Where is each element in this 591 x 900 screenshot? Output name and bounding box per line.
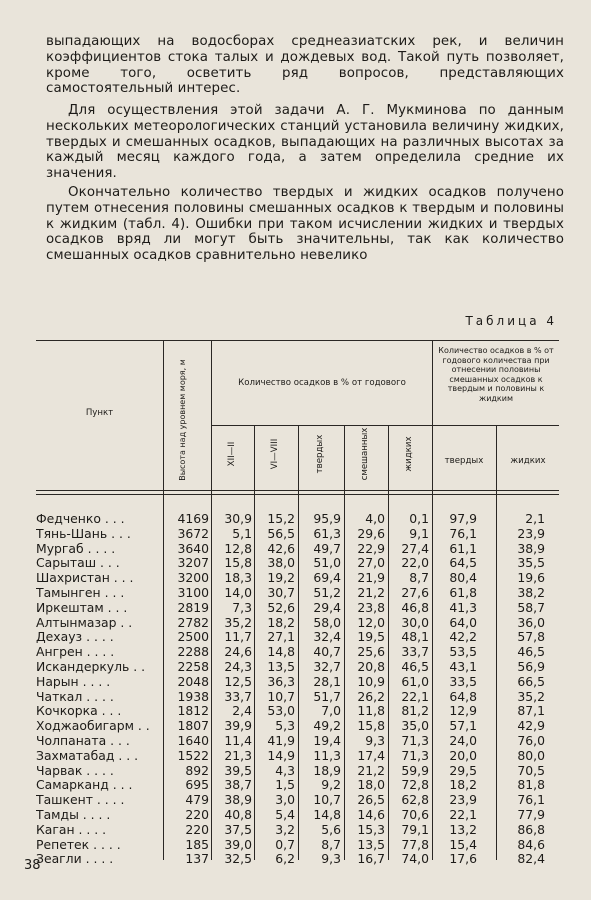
station-name: Сарыташ . . .: [36, 556, 120, 571]
cell-c4: 27,0: [357, 555, 385, 571]
cell-c1: 33,7: [224, 688, 252, 704]
cell-alt: 3672: [177, 525, 209, 541]
cell-c5: 48,1: [401, 629, 429, 645]
table-row: [36, 704, 559, 719]
cell-alt: 1812: [177, 703, 209, 719]
cell-c4: 29,6: [357, 525, 385, 541]
cell-alt: 695: [185, 777, 209, 793]
cell-c2: 52,6: [267, 599, 295, 615]
cell-c1: 18,3: [224, 570, 252, 586]
cell-c2: 3,2: [275, 821, 295, 837]
table-row: [36, 660, 559, 675]
station-name: Ангрен . . . .: [36, 645, 115, 660]
cell-alt: 892: [185, 762, 209, 778]
cell-c1: 30,9: [224, 511, 252, 526]
header-group-percent: Количество осадков в % от годового: [238, 378, 406, 388]
cell-c4: 4,0: [365, 511, 385, 526]
station-name: Иркештам . . .: [36, 600, 128, 615]
cell-c6: 23,9: [449, 792, 477, 808]
cell-c2: 5,3: [275, 718, 295, 734]
header-solid: твердых: [315, 434, 325, 474]
cell-c2: 53,0: [267, 703, 295, 719]
table-row: [36, 808, 559, 823]
cell-c4: 13,5: [357, 836, 385, 852]
table-row: [36, 512, 559, 527]
cell-c6: 61,8: [449, 584, 477, 600]
cell-c2: 27,1: [267, 629, 295, 645]
cell-alt: 3100: [177, 584, 209, 600]
cell-c5: 22,1: [401, 688, 429, 704]
cell-c3: 32,4: [313, 629, 341, 645]
cell-c6: 76,1: [449, 525, 477, 541]
table-row: [36, 690, 559, 705]
cell-c4: 17,4: [357, 747, 385, 763]
cell-c3: 11,3: [313, 747, 341, 763]
cell-c2: 0,7: [275, 836, 295, 852]
cell-c4: 15,3: [357, 821, 385, 837]
station-name: Тянь-Шань . . .: [36, 526, 131, 541]
cell-c6: 24,0: [449, 732, 477, 748]
cell-c6: 17,6: [449, 851, 477, 867]
station-name: Зеагли . . . .: [36, 852, 114, 867]
cell-c7: 66,5: [517, 673, 545, 689]
table-row: [36, 749, 559, 764]
cell-c3: 18,9: [313, 762, 341, 778]
cell-c2: 10,7: [267, 688, 295, 704]
cell-c5: 77,8: [401, 836, 429, 852]
precipitation-table: [36, 340, 559, 867]
cell-c7: 56,9: [517, 658, 545, 674]
cell-c5: 71,3: [401, 747, 429, 763]
cell-c2: 15,2: [267, 511, 295, 526]
cell-c7: 58,7: [517, 599, 545, 615]
cell-c4: 19,5: [357, 629, 385, 645]
station-name: Захматабад . . .: [36, 748, 139, 763]
cell-c1: 39,0: [224, 836, 252, 852]
cell-c2: 13,5: [267, 658, 295, 674]
cell-c4: 21,2: [357, 762, 385, 778]
cell-alt: 2288: [177, 644, 209, 660]
station-name: Самарканд . . .: [36, 778, 133, 793]
cell-c5: 74,0: [401, 851, 429, 867]
station-name: Федченко . . .: [36, 512, 125, 526]
cell-c4: 9,3: [365, 732, 385, 748]
cell-c4: 15,8: [357, 718, 385, 734]
cell-c3: 29,4: [313, 599, 341, 615]
table-row: [36, 645, 559, 660]
cell-c4: 16,7: [357, 851, 385, 867]
cell-c1: 40,8: [224, 806, 252, 822]
station-name: Чарвак . . . .: [36, 763, 114, 778]
cell-c6: 13,2: [449, 821, 477, 837]
cell-c5: 8,7: [409, 570, 429, 586]
cell-c6: 64,5: [449, 555, 477, 571]
cell-c2: 56,5: [267, 525, 295, 541]
cell-alt: 185: [185, 836, 209, 852]
cell-c5: 72,8: [401, 777, 429, 793]
cell-c6: 12,9: [449, 703, 477, 719]
station-name: Мургаб . . . .: [36, 541, 116, 556]
cell-alt: 479: [185, 792, 209, 808]
cell-c1: 39,5: [224, 762, 252, 778]
cell-c2: 42,6: [267, 540, 295, 556]
table-row: [36, 823, 559, 838]
cell-c4: 12,0: [357, 614, 385, 630]
station-name: Тамынген . . .: [36, 585, 125, 600]
station-name: Чолпаната . . .: [36, 733, 130, 748]
cell-c5: 0,1: [409, 511, 429, 526]
table-row: [36, 601, 559, 616]
cell-c4: 18,0: [357, 777, 385, 793]
station-name: Ташкент . . . .: [36, 793, 125, 808]
cell-c5: 70,6: [401, 806, 429, 822]
cell-c2: 41,9: [267, 732, 295, 748]
station-name: Ходжаобигарм . .: [36, 719, 150, 734]
paragraph-1: выпадающих на водосборах среднеазиатских рек, и величин коэффициентов стока талых и дождевых вод. Такой путь позволяет, кроме того, осветить ряд вопросов, представляющих самостоятельный интерес.: [46, 34, 564, 97]
cell-c1: 39,9: [224, 718, 252, 734]
table-row: [36, 616, 559, 631]
cell-c3: 8,7: [321, 836, 341, 852]
cell-c1: 35,2: [224, 614, 252, 630]
cell-c6: 53,5: [449, 644, 477, 660]
cell-c3: 49,2: [313, 718, 341, 734]
header-liquid: жидких: [404, 436, 414, 472]
cell-c2: 14,9: [267, 747, 295, 763]
cell-c3: 5,6: [321, 821, 341, 837]
cell-c5: 27,6: [401, 584, 429, 600]
table-row: [36, 764, 559, 779]
cell-c1: 11,4: [224, 732, 252, 748]
cell-c2: 6,2: [275, 851, 295, 867]
table-row: [36, 675, 559, 690]
table-row: [36, 778, 559, 793]
table-row: [36, 793, 559, 808]
cell-c3: 61,3: [313, 525, 341, 541]
cell-alt: 3640: [177, 540, 209, 556]
cell-c3: 10,7: [313, 792, 341, 808]
cell-c1: 7,3: [232, 599, 252, 615]
cell-c1: 12,8: [224, 540, 252, 556]
cell-c5: 9,1: [409, 525, 429, 541]
cell-c4: 25,6: [357, 644, 385, 660]
cell-c3: 40,7: [313, 644, 341, 660]
cell-c2: 5,4: [275, 806, 295, 822]
cell-c6: 64,0: [449, 614, 477, 630]
table-row: [36, 586, 559, 601]
table-row: [36, 852, 559, 867]
cell-c1: 32,5: [224, 851, 252, 867]
cell-c7: 35,2: [517, 688, 545, 704]
cell-alt: 1938: [177, 688, 209, 704]
table-row: [36, 734, 559, 749]
cell-alt: 1807: [177, 718, 209, 734]
cell-c6: 43,1: [449, 658, 477, 674]
cell-c1: 24,6: [224, 644, 252, 660]
cell-c6: 33,5: [449, 673, 477, 689]
cell-c7: 70,5: [517, 762, 545, 778]
cell-c5: 46,5: [401, 658, 429, 674]
header-point: Пункт: [85, 408, 114, 418]
cell-c2: 18,2: [267, 614, 295, 630]
table-row: [36, 571, 559, 586]
paragraph-2: Для осуществления этой задачи А. Г. Мукминова по данным нескольких метеорологических станций установила величину жидких, твердых и смешанных осадков, выпадающих на различных высотах за каждый месяц каждого года, а затем определила средние их значения.: [46, 103, 564, 182]
cell-c7: 87,1: [517, 703, 545, 719]
header-altitude: Высота над уровнем моря, м: [178, 359, 187, 481]
cell-c3: 32,7: [313, 658, 341, 674]
cell-alt: 4169: [177, 511, 209, 526]
table-row: [36, 838, 559, 853]
cell-c7: 36,0: [517, 614, 545, 630]
header-group-adjusted: Количество осадков в % от годового количества при отнесении половины смешанных осадков к твердым и половины к жидким: [438, 346, 554, 403]
cell-c7: 19,6: [517, 570, 545, 586]
cell-c7: 86,8: [517, 821, 545, 837]
station-name: Нарын . . . .: [36, 674, 111, 689]
subheader-rule: [211, 425, 559, 426]
cell-c3: 49,7: [313, 540, 341, 556]
cell-c1: 14,0: [224, 584, 252, 600]
station-name: Дехауз . . . .: [36, 630, 114, 645]
cell-c3: 51,2: [313, 584, 341, 600]
cell-c1: 37,5: [224, 821, 252, 837]
cell-c5: 62,8: [401, 792, 429, 808]
cell-c6: 15,4: [449, 836, 477, 852]
cell-c5: 71,3: [401, 732, 429, 748]
cell-c6: 97,9: [449, 511, 477, 526]
cell-c6: 29,5: [449, 762, 477, 778]
cell-c3: 14,8: [313, 806, 341, 822]
table-row: [36, 630, 559, 645]
header-mixed: смешанных: [360, 427, 370, 481]
cell-c4: 23,8: [357, 599, 385, 615]
cell-c5: 81,2: [401, 703, 429, 719]
cell-alt: 220: [185, 806, 209, 822]
station-name: Шахристан . . .: [36, 571, 134, 586]
cell-c7: 76,1: [517, 792, 545, 808]
cell-c3: 19,4: [313, 732, 341, 748]
cell-alt: 1640: [177, 732, 209, 748]
cell-c1: 5,1: [232, 525, 252, 541]
cell-c7: 46,5: [517, 644, 545, 660]
table-row: [36, 719, 559, 734]
cell-c5: 22,0: [401, 555, 429, 571]
cell-c2: 3,0: [275, 792, 295, 808]
cell-c1: 21,3: [224, 747, 252, 763]
cell-c2: 1,5: [275, 777, 295, 793]
cell-c4: 20,8: [357, 658, 385, 674]
cell-c6: 80,4: [449, 570, 477, 586]
header-vi-viii: VI—VIII: [270, 438, 280, 470]
cell-c3: 9,2: [321, 777, 341, 793]
station-name: Чаткал . . . .: [36, 689, 114, 704]
cell-c3: 51,7: [313, 688, 341, 704]
cell-c4: 14,6: [357, 806, 385, 822]
station-name: Репетек . . . .: [36, 837, 121, 852]
cell-c6: 18,2: [449, 777, 477, 793]
table-row: [36, 556, 559, 571]
cell-c5: 59,9: [401, 762, 429, 778]
cell-c1: 2,4: [232, 703, 252, 719]
cell-c2: 36,3: [267, 673, 295, 689]
cell-c7: 35,5: [517, 555, 545, 571]
cell-c4: 26,5: [357, 792, 385, 808]
cell-alt: 2048: [177, 673, 209, 689]
cell-c7: 23,9: [517, 525, 545, 541]
cell-c1: 38,9: [224, 792, 252, 808]
table-top-rule: [36, 340, 559, 341]
cell-c3: 51,0: [313, 555, 341, 571]
cell-c1: 38,7: [224, 777, 252, 793]
cell-alt: 220: [185, 821, 209, 837]
cell-c7: 2,1: [525, 511, 545, 526]
cell-c6: 64,8: [449, 688, 477, 704]
cell-c5: 35,0: [401, 718, 429, 734]
cell-c7: 38,9: [517, 540, 545, 556]
cell-c5: 33,7: [401, 644, 429, 660]
page-number: 38: [24, 858, 41, 873]
cell-alt: 2258: [177, 658, 209, 674]
cell-c2: 38,0: [267, 555, 295, 571]
cell-alt: 137: [185, 851, 209, 867]
cell-c7: 80,0: [517, 747, 545, 763]
cell-alt: 1522: [177, 747, 209, 763]
cell-c5: 79,1: [401, 821, 429, 837]
station-name: Искандеркуль . .: [36, 659, 146, 674]
cell-c1: 15,8: [224, 555, 252, 571]
station-name: Каган . . . .: [36, 822, 107, 837]
cell-c4: 21,9: [357, 570, 385, 586]
station-name: Кочкорка . . .: [36, 704, 122, 719]
station-name: Алтынмазар . .: [36, 615, 133, 630]
cell-c7: 38,2: [517, 584, 545, 600]
cell-c3: 58,0: [313, 614, 341, 630]
cell-c3: 7,0: [321, 703, 341, 719]
cell-c5: 30,0: [401, 614, 429, 630]
cell-c2: 30,7: [267, 584, 295, 600]
cell-c4: 11,8: [357, 703, 385, 719]
cell-c6: 41,3: [449, 599, 477, 615]
cell-c3: 69,4: [313, 570, 341, 586]
cell-c7: 76,0: [517, 732, 545, 748]
cell-c7: 84,6: [517, 836, 545, 852]
cell-c2: 14,8: [267, 644, 295, 660]
cell-c3: 28,1: [313, 673, 341, 689]
cell-c1: 11,7: [224, 629, 252, 645]
cell-c4: 22,9: [357, 540, 385, 556]
cell-c7: 81,8: [517, 777, 545, 793]
cell-c1: 24,3: [224, 658, 252, 674]
cell-c1: 12,5: [224, 673, 252, 689]
table-body: [36, 512, 559, 867]
cell-alt: 2782: [177, 614, 209, 630]
cell-c5: 46,8: [401, 599, 429, 615]
cell-c2: 4,3: [275, 762, 295, 778]
cell-c6: 22,1: [449, 806, 477, 822]
cell-c3: 95,9: [313, 511, 341, 526]
paragraph-3: Окончательно количество твердых и жидких осадков получено путем отнесения половины смешанных осадков к твердым и половины к жидким (табл. 4). Ошибки при таком исчислении жидких и твердых осадков вряд ли могут быть значительны, так как количество смешанных осадков сравнительно невелико: [46, 185, 564, 264]
cell-c6: 61,1: [449, 540, 477, 556]
table-row: [36, 542, 559, 557]
cell-c4: 10,9: [357, 673, 385, 689]
cell-c4: 26,2: [357, 688, 385, 704]
cell-c5: 61,0: [401, 673, 429, 689]
cell-c7: 57,8: [517, 629, 545, 645]
cell-c6: 42,2: [449, 629, 477, 645]
header-xii-ii: XII—II: [227, 441, 237, 467]
header-liquid-adjusted: жидких: [510, 456, 546, 466]
cell-alt: 2819: [177, 599, 209, 615]
cell-c7: 77,9: [517, 806, 545, 822]
cell-c6: 20,0: [449, 747, 477, 763]
cell-c7: 42,9: [517, 718, 545, 734]
cell-c2: 19,2: [267, 570, 295, 586]
table-caption: Таблица 4: [465, 314, 557, 328]
cell-c7: 82,4: [517, 851, 545, 867]
cell-c6: 57,1: [449, 718, 477, 734]
cell-c5: 27,4: [401, 540, 429, 556]
cell-c4: 21,2: [357, 584, 385, 600]
cell-alt: 2500: [177, 629, 209, 645]
station-name: Тамды . . . .: [36, 807, 111, 822]
cell-c3: 9,3: [321, 851, 341, 867]
table-row: [36, 527, 559, 542]
cell-alt: 3207: [177, 555, 209, 571]
header-solid-adjusted: твердых: [444, 456, 484, 466]
cell-alt: 3200: [177, 570, 209, 586]
